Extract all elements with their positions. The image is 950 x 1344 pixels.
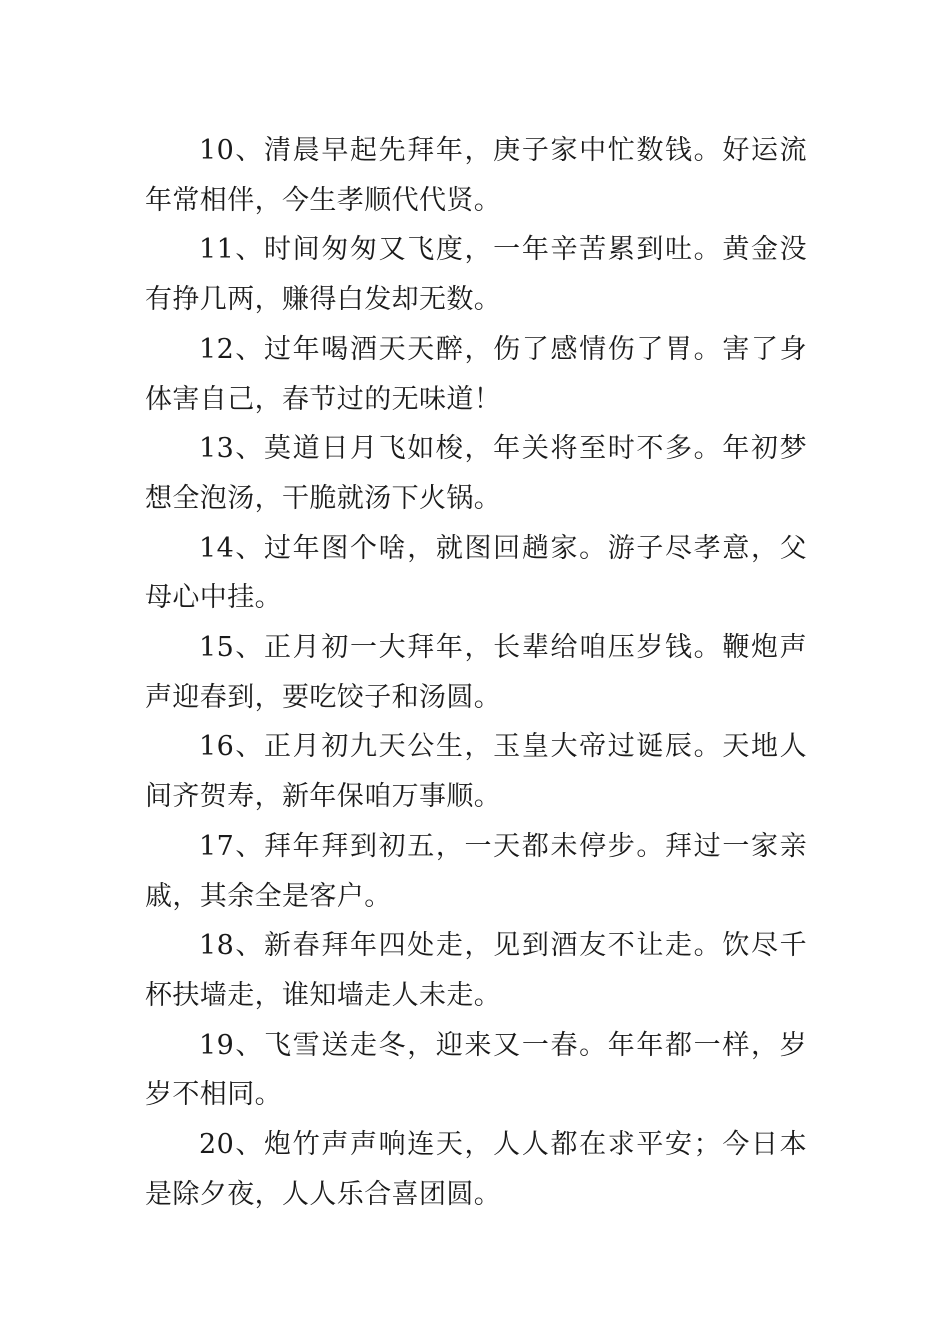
document-body [145, 126, 807, 1219]
paragraph-18: 18、新春拜年四处走，见到酒友不让走。饮尽千杯扶墙走，谁知墙走人未走。 [145, 930, 807, 1011]
paragraph-16: 16、正月初九天公生，玉皇大帝过诞辰。天地人间齐贺寿，新年保咱万事顺。 [145, 731, 807, 813]
paragraph-11: 11、时间匆匆又飞度，一年辛苦累到吐。黄金没有挣几两，赚得白发却无数。 [145, 234, 807, 316]
paragraph-20: 20、炮竹声声响连天，人人都在求平安；今日本是除夕夜，人人乐合喜团圆。 [145, 1129, 807, 1210]
paragraph-15: 15、正月初一大拜年，长辈给咱压岁钱。鞭炮声声迎春到，要吃饺子和汤圆。 [145, 632, 807, 713]
paragraph-14: 14、过年图个啥，就图回趟家。游子尽孝意，父母心中挂。 [145, 532, 807, 614]
paragraph-17: 17、拜年拜到初五，一天都未停步。拜过一家亲戚，其余全是客户。 [145, 830, 807, 912]
paragraph-13: 13、莫道日月飞如梭，年关将至时不多。年初梦想全泡汤，干脆就汤下火锅。 [145, 433, 807, 514]
paragraph-19: 19、飞雪送走冬，迎来又一春。年年都一样，岁岁不相同。 [145, 1029, 807, 1111]
paragraph-10: 10、清晨早起先拜年，庚子家中忙数钱。好运流年常相伴，今生孝顺代代贤。 [145, 135, 807, 216]
paragraph-12: 12、过年喝酒天天醉，伤了感情伤了胃。害了身体害自己，春节过的无味道！ [145, 333, 807, 415]
